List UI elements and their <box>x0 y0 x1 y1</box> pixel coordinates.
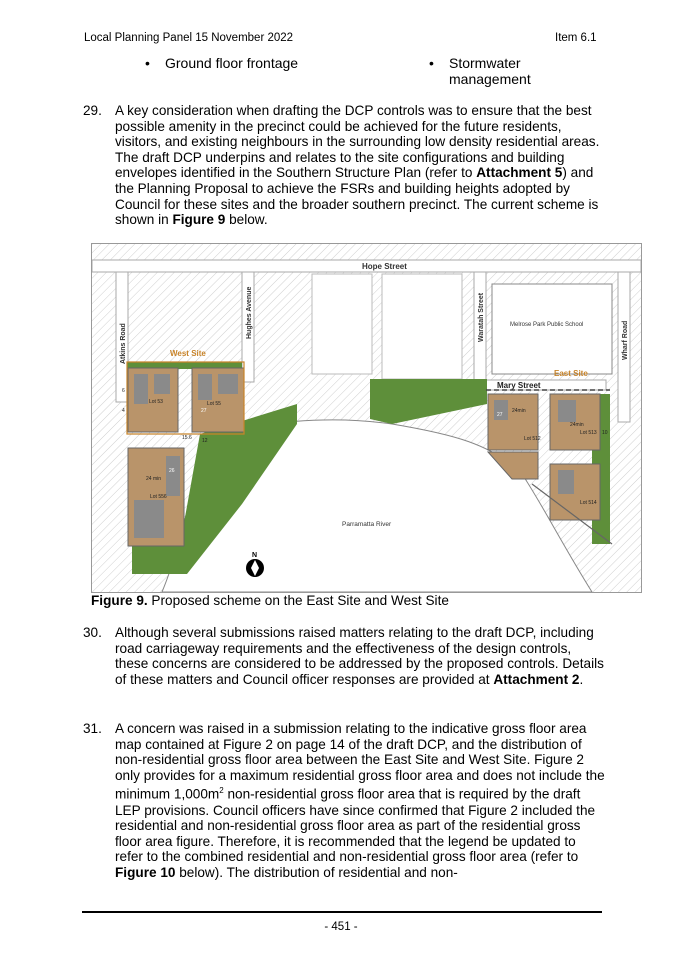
label-school: Melrose Park Public School <box>510 322 584 328</box>
east-building-c <box>558 470 574 494</box>
label-lot-512: Lot 512 <box>524 436 541 442</box>
label-dim-15: 15.6 <box>182 435 192 441</box>
para-30: Although several submissions raised matters relating to the draft DCP, including road carriageway requirements and the effectiveness of the design controls, these concerns are considered to be addressed by the proposed controls. Details of these matters and Council officer responses are provided at Attachment 2. <box>115 625 604 687</box>
attachment-5-ref: Attachment 5 <box>476 165 563 181</box>
label-lot-513: Lot 513 <box>580 430 597 436</box>
west-building-e <box>166 456 180 496</box>
figure-9-ref: Figure 9 <box>172 212 226 228</box>
school-block <box>492 284 612 374</box>
label-hope-street: Hope Street <box>362 262 407 271</box>
label-west-site: West Site <box>170 349 206 358</box>
label-atkins-road: Atkins Road <box>120 323 127 364</box>
site-plan-drawing <box>92 244 641 592</box>
bullet-stormwater: • Stormwater management <box>429 55 531 87</box>
footer-rule <box>82 911 602 913</box>
label-lot-514: Lot 514 <box>580 500 597 506</box>
label-storey-w1: 27 <box>201 408 207 414</box>
label-storey-w2: 26 <box>169 468 175 474</box>
bullet-ground-floor: • Ground floor frontage <box>145 55 299 71</box>
label-east-site: East Site <box>554 369 588 378</box>
west-building-d <box>218 374 238 394</box>
block-centre <box>312 274 372 374</box>
para-29: A key consideration when drafting the DCP controls was to ensure that the best possible amenity in the precinct could be achieved for the future residents, visitors, and existing neighbours in the surrounding low density residential areas. The draft DCP underpins and relates to the site configurations and building envelopes identified in the Southern Structure Plan (refer to Attachment 5) and the Planning Proposal to achieve the FSRs and building heights adopted by Council for these sites and the broader southern precinct. The current scheme is shown in Figure 9 below. <box>115 103 600 228</box>
west-building-f <box>134 500 164 538</box>
west-building-c <box>198 374 212 400</box>
header-right: Item 6.1 <box>555 32 597 44</box>
site-plan-figure <box>91 243 642 593</box>
label-storey-e1: 27 <box>497 412 503 418</box>
attachment-2-ref: Attachment 2 <box>493 671 580 687</box>
label-lot-55: Lot 55 <box>207 401 221 407</box>
label-lane-west: 24 min <box>146 476 162 482</box>
block-right <box>382 274 462 379</box>
north-label: N <box>252 552 258 559</box>
bullet-dot-icon: • <box>145 55 150 71</box>
para-29-number: 29. <box>83 103 102 118</box>
east-building-b <box>558 400 576 422</box>
page-number: - 451 - <box>324 921 358 933</box>
label-dim-4: 4 <box>122 408 125 414</box>
label-waratah-street: Waratah Street <box>478 292 485 342</box>
figure-9-caption: Figure 9. Proposed scheme on the East Site and West Site <box>91 593 449 608</box>
label-lot-53: Lot 53 <box>149 399 163 405</box>
label-lot-556: Lot 556 <box>150 494 167 500</box>
label-dim-12: 12 <box>202 438 208 444</box>
label-lane-east-2: 24min <box>570 422 584 428</box>
west-building-a <box>134 374 148 404</box>
label-dim-10: 10 <box>602 430 608 436</box>
para-31-number: 31. <box>83 721 102 736</box>
label-wharf-road: Wharf Road <box>622 320 629 360</box>
bullet-dot-icon: • <box>429 55 434 71</box>
label-hughes-avenue: Hughes Avenue <box>246 286 253 339</box>
para-31: A concern was raised in a submission relating to the indicative gross floor area map contained at Figure 2 on page 14 of the draft DCP, and the distribution of non-residential gross floor area between the East Site and West Site. Figure 2 only provides for a maximum residential gross floor area and does not include the minimum $1,000m^2$ non-residential gross floor area that is required by the draft LEP provisions. Council officers have since confirmed that Figure 2 included the residential and non-residential gross floor area as part of the residential gross floor area figure. Therefore, it is recommended that the legend be updated to refer to the combined residential and non-residential gross floor area (refer to Figure 10 below). The distribution of residential and non- <box>115 721 605 880</box>
label-dim-6: 6 <box>122 388 125 394</box>
west-building-b <box>154 374 170 394</box>
label-lane-east: 24min <box>512 408 526 414</box>
header-left: Local Planning Panel 15 November 2022 <box>84 32 294 44</box>
label-parramatta-river: Parramatta River <box>342 521 392 528</box>
figure-10-ref: Figure 10 <box>115 864 176 880</box>
para-30-number: 30. <box>83 625 102 640</box>
east-lot-3 <box>550 464 600 520</box>
label-mary-street: Mary Street <box>497 381 541 390</box>
